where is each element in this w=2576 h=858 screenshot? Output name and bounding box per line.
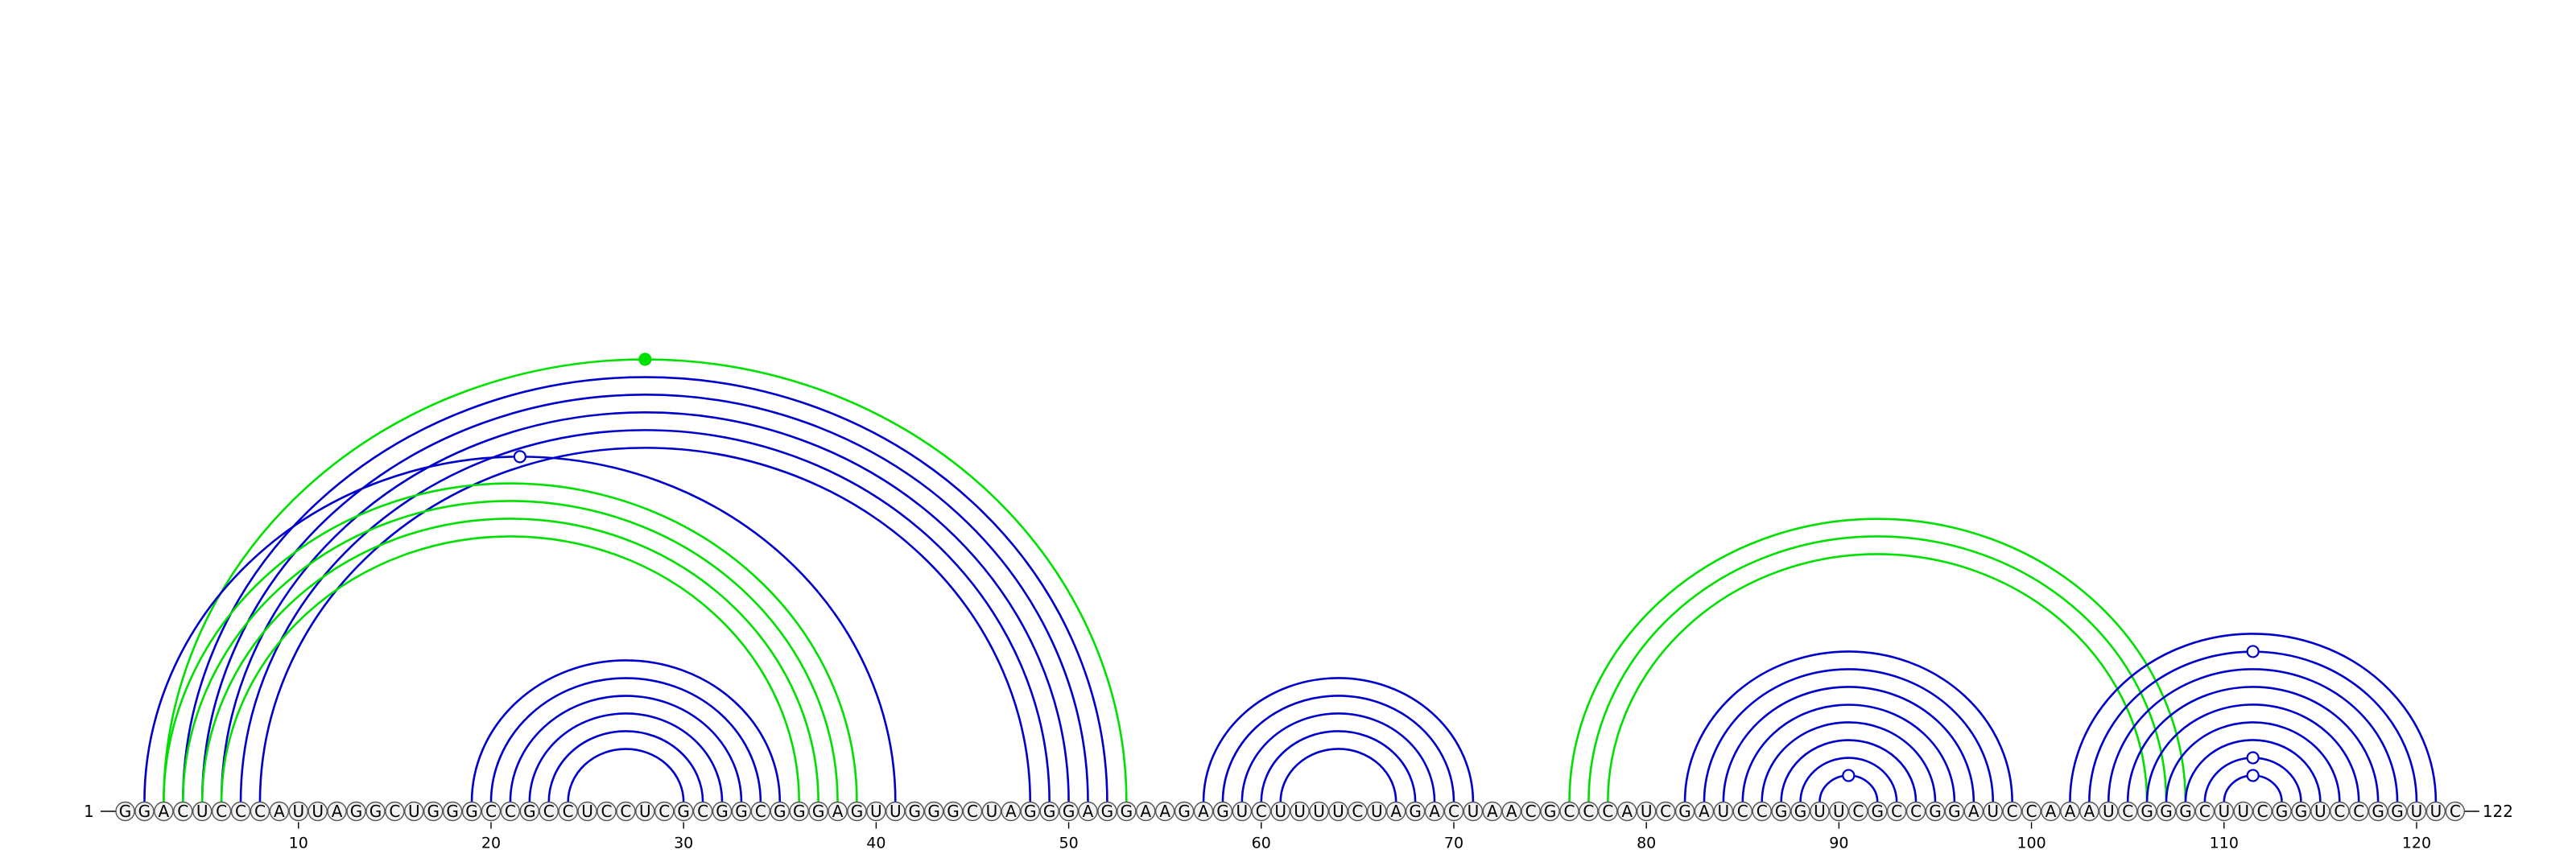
nucleotide-letter: C xyxy=(1756,802,1768,821)
nucleotide-letter: U xyxy=(1332,802,1344,821)
nucleotide xyxy=(2407,802,2425,821)
nucleotide xyxy=(2080,802,2099,821)
nucleotide-letter: U xyxy=(639,802,651,821)
nucleotide-letter: G xyxy=(927,802,940,821)
nucleotide-letter: G xyxy=(446,802,459,821)
nucleotide xyxy=(1849,802,1868,821)
nucleotide xyxy=(1560,802,1579,821)
nucleotide xyxy=(809,802,828,821)
nucleotide xyxy=(2369,802,2388,821)
nucleotide xyxy=(963,802,981,821)
nucleotide-letter: A xyxy=(1159,802,1171,821)
nucleotide xyxy=(1483,802,1501,821)
nucleotide-letter: A xyxy=(331,802,343,821)
base-pair-arc xyxy=(183,501,837,802)
nucleotide-letter: U xyxy=(1640,802,1653,821)
nucleotide xyxy=(1984,802,2002,821)
tick-label: 60 xyxy=(1251,834,1271,852)
nucleotide xyxy=(1599,802,1617,821)
tick-label: 10 xyxy=(288,834,308,852)
nucleotide-letter: C xyxy=(1910,802,1922,821)
nucleotide-letter: C xyxy=(1660,802,1672,821)
nucleotide xyxy=(1329,802,1348,821)
nucleotide-letter: G xyxy=(850,802,864,821)
nucleotide xyxy=(1888,802,1906,821)
nucleotide xyxy=(2003,802,2021,821)
base-pair-arc xyxy=(1570,519,2186,802)
nucleotide-letter: G xyxy=(2160,802,2173,821)
nucleotide-letter: U xyxy=(1370,802,1383,821)
nucleotide-letter: C xyxy=(754,802,766,821)
base-pair-arc xyxy=(183,377,1107,802)
nucleotide xyxy=(270,802,288,821)
nucleotide xyxy=(1213,802,1232,821)
nucleotide-letter: U xyxy=(1833,802,1845,821)
nucleotide-letter: U xyxy=(1294,802,1306,821)
ticks-layer xyxy=(289,823,2431,852)
nucleotide xyxy=(1444,802,1463,821)
nucleotide-letter: G xyxy=(1023,802,1037,821)
nucleotide-letter: G xyxy=(1678,802,1691,821)
nucleotide xyxy=(675,802,693,821)
nucleotide-letter: U xyxy=(1814,802,1826,821)
tick-label: 40 xyxy=(866,834,886,852)
nucleotide xyxy=(982,802,1001,821)
tick-label: 50 xyxy=(1059,834,1079,852)
nucleotide xyxy=(1926,802,1944,821)
nucleotide-letter: G xyxy=(2140,802,2153,821)
nucleotide xyxy=(193,802,212,821)
nucleotide xyxy=(1945,802,1963,821)
nucleotide xyxy=(2215,802,2233,821)
nucleotide-letter: U xyxy=(2218,802,2231,821)
base-pair-arc xyxy=(202,518,818,802)
nucleotide xyxy=(1348,802,1367,821)
nucleotide-letter: G xyxy=(2294,802,2308,821)
nucleotide xyxy=(1098,802,1117,821)
nucleotide-letter: U xyxy=(196,802,208,821)
nucleotide-letter: A xyxy=(1198,802,1209,821)
nucleotide xyxy=(1195,802,1213,821)
end-label: 122 xyxy=(2482,802,2514,821)
nucleotide xyxy=(1714,802,1732,821)
nucleotide-letter: G xyxy=(735,802,748,821)
nucleotide-letter: G xyxy=(349,802,363,821)
nucleotide xyxy=(366,802,385,821)
nucleotide xyxy=(2157,802,2176,821)
nucleotide xyxy=(713,802,732,821)
markers-layer xyxy=(514,353,2259,781)
nucleotide-letter: G xyxy=(2391,802,2404,821)
nucleotide-letter: U xyxy=(1274,802,1287,821)
nucleotide xyxy=(1695,802,1713,821)
nucleotide xyxy=(1752,802,1771,821)
nucleotide xyxy=(308,802,327,821)
nucleotide xyxy=(2176,802,2194,821)
nucleotide xyxy=(1021,802,1039,821)
nucleotide xyxy=(1907,802,1926,821)
nucleotide xyxy=(770,802,789,821)
nucleotide-letter: C xyxy=(2006,802,2018,821)
nucleotide-letter: U xyxy=(1313,802,1325,821)
nucleotide-letter: G xyxy=(523,802,536,821)
nucleotide xyxy=(1772,802,1790,821)
nucleotide xyxy=(597,802,616,821)
nucleotide xyxy=(1868,802,1887,821)
nucleotide xyxy=(232,802,250,821)
nucleotide-letter: C xyxy=(2256,802,2268,821)
nucleotide-letter: G xyxy=(1948,802,1961,821)
base-pair-arc xyxy=(241,430,1050,802)
nucleotide-letter: A xyxy=(2083,802,2095,821)
nucleotide-letter: A xyxy=(1699,802,1710,821)
arc-apex-marker xyxy=(1843,769,1854,781)
nucleotide-letter: U xyxy=(870,802,882,821)
nucleotide-letter: C xyxy=(601,802,613,821)
nucleotide-letter: A xyxy=(158,802,170,821)
nucleotide xyxy=(617,802,635,821)
arcs-layer xyxy=(144,360,2435,802)
nucleotide-letter: G xyxy=(1120,802,1133,821)
arc-apex-marker xyxy=(2248,769,2259,781)
nucleotide-letter: C xyxy=(966,802,978,821)
nucleotide xyxy=(1521,802,1540,821)
nucleotide xyxy=(790,802,808,821)
nucleotide-letter: C xyxy=(620,802,632,821)
nucleotide-letter: C xyxy=(485,802,497,821)
nucleotide-letter: U xyxy=(407,802,420,821)
nucleotide-letter: A xyxy=(2045,802,2057,821)
nucleotide xyxy=(2446,802,2464,821)
nucleotide xyxy=(2061,802,2079,821)
tick-label: 100 xyxy=(2017,834,2046,852)
nucleotide-letter: C xyxy=(2198,802,2211,821)
nucleotide xyxy=(1426,802,1444,821)
nucleotide-letter: G xyxy=(2275,802,2289,821)
nucleotide-letter: U xyxy=(1467,802,1480,821)
nucleotide-letter: A xyxy=(1082,802,1094,821)
nucleotide-letter: C xyxy=(697,802,709,821)
nucleotide-letter: G xyxy=(1178,802,1191,821)
nucleotide xyxy=(828,802,847,821)
nucleotide-letter: G xyxy=(1216,802,1229,821)
nucleotide xyxy=(539,802,558,821)
tick-label: 80 xyxy=(1637,834,1657,852)
bases-layer xyxy=(116,802,2464,821)
nucleotide xyxy=(655,802,674,821)
nucleotide xyxy=(2195,802,2214,821)
nucleotide xyxy=(2388,802,2407,821)
nucleotide-letter: A xyxy=(1140,802,1152,821)
nucleotide xyxy=(694,802,712,821)
nucleotide-letter: A xyxy=(2064,802,2076,821)
nucleotide xyxy=(463,802,481,821)
nucleotide xyxy=(289,802,308,821)
base-pair-arc xyxy=(221,412,1068,802)
nucleotide xyxy=(1117,802,1136,821)
nucleotide-letter: C xyxy=(543,802,555,821)
nucleotide xyxy=(1137,802,1155,821)
nucleotide xyxy=(481,802,500,821)
nucleotide-letter: C xyxy=(254,802,266,821)
nucleotide-letter: C xyxy=(177,802,189,821)
nucleotide xyxy=(1232,802,1251,821)
nucleotide xyxy=(1676,802,1695,821)
nucleotide-letter: A xyxy=(1429,802,1440,821)
nucleotide-letter: U xyxy=(1987,802,2000,821)
nucleotide xyxy=(2138,802,2157,821)
nucleotide xyxy=(1502,802,1521,821)
nucleotide-letter: G xyxy=(1543,802,1557,821)
nucleotide-letter: U xyxy=(2102,802,2115,821)
nucleotide xyxy=(2350,802,2368,821)
nucleotide xyxy=(116,802,134,821)
nucleotide-letter: C xyxy=(1736,802,1748,821)
nucleotide xyxy=(559,802,577,821)
nucleotide-letter: A xyxy=(832,802,844,821)
nucleotide xyxy=(444,802,462,821)
tick-label: 120 xyxy=(2401,834,2432,852)
nucleotide xyxy=(1252,802,1270,821)
nucleotide-letter: C xyxy=(2025,802,2037,821)
nucleotide xyxy=(1733,802,1752,821)
nucleotide xyxy=(2330,802,2349,821)
nucleotide-letter: G xyxy=(716,802,729,821)
nucleotide xyxy=(1156,802,1174,821)
nucleotide xyxy=(2292,802,2310,821)
base-pair-arc xyxy=(1588,536,2166,802)
nucleotide xyxy=(1830,802,1848,821)
nucleotide xyxy=(2234,802,2252,821)
nucleotide-letter: G xyxy=(811,802,825,821)
arc-apex-marker xyxy=(2248,752,2259,763)
nucleotide xyxy=(732,802,750,821)
nucleotide xyxy=(848,802,866,821)
nucleotide xyxy=(925,802,943,821)
nucleotide xyxy=(1406,802,1425,821)
nucleotide-letter: G xyxy=(2372,802,2384,821)
nucleotide-letter: G xyxy=(1929,802,1942,821)
nucleotide xyxy=(906,802,924,821)
nucleotide-letter: G xyxy=(369,802,382,821)
nucleotide-letter: C xyxy=(2449,802,2461,821)
nucleotide xyxy=(1618,802,1637,821)
base-pair-arc xyxy=(1281,749,1397,802)
arc-apex-marker xyxy=(639,353,650,365)
nucleotide-letter: G xyxy=(1871,802,1884,821)
nucleotide xyxy=(1387,802,1406,821)
nucleotide-letter: C xyxy=(1447,802,1459,821)
nucleotide-letter: C xyxy=(2353,802,2365,821)
nucleotide xyxy=(886,802,905,821)
nucleotide xyxy=(213,802,231,821)
nucleotide-letter: U xyxy=(581,802,593,821)
nucleotide-letter: C xyxy=(1852,802,1864,821)
nucleotide xyxy=(2041,802,2060,821)
nucleotide-letter: C xyxy=(389,802,401,821)
nucleotide-letter: C xyxy=(2122,802,2134,821)
nucleotide xyxy=(1290,802,1309,821)
nucleotide xyxy=(1175,802,1194,821)
nucleotide xyxy=(1810,802,1829,821)
nucleotide-letter: C xyxy=(658,802,671,821)
nucleotide-letter: A xyxy=(1486,802,1498,821)
nucleotide xyxy=(1310,802,1328,821)
nucleotide-letter: U xyxy=(889,802,902,821)
nucleotide-letter: G xyxy=(1042,802,1056,821)
nucleotide-letter: G xyxy=(427,802,440,821)
nucleotide-letter: C xyxy=(1583,802,1595,821)
base-pair-arc xyxy=(568,749,684,802)
nucleotide-letter: U xyxy=(985,802,998,821)
nucleotide-letter: G xyxy=(118,802,132,821)
nucleotide-letter: A xyxy=(1967,802,1979,821)
nucleotide-letter: C xyxy=(1525,802,1537,821)
tick-label: 90 xyxy=(1829,834,1849,852)
nucleotide-letter: G xyxy=(947,802,960,821)
nucleotide xyxy=(1791,802,1810,821)
nucleotide-letter: G xyxy=(1062,802,1075,821)
base-pair-arc xyxy=(1261,731,1415,802)
nucleotide xyxy=(1657,802,1675,821)
nucleotide-letter: G xyxy=(792,802,806,821)
arc-apex-marker xyxy=(2248,646,2259,657)
nucleotide-letter: A xyxy=(1621,802,1633,821)
nucleotide-letter: C xyxy=(1352,802,1364,821)
arc-apex-marker xyxy=(514,451,526,462)
nucleotide-letter: G xyxy=(908,802,921,821)
nucleotide-letter: U xyxy=(1717,802,1730,821)
nucleotide-letter: A xyxy=(1505,802,1517,821)
nucleotide xyxy=(1964,802,1983,821)
nucleotide xyxy=(250,802,269,821)
nucleotide xyxy=(2119,802,2137,821)
base-pair-arc xyxy=(202,394,1088,802)
nucleotide xyxy=(1001,802,1020,821)
nucleotide-letter: G xyxy=(774,802,786,821)
base-pair-arc xyxy=(163,360,1126,802)
nucleotide xyxy=(636,802,654,821)
tick-label: 30 xyxy=(674,834,694,852)
nucleotide xyxy=(751,802,770,821)
nucleotide-letter: U xyxy=(2237,802,2250,821)
nucleotide-letter: U xyxy=(1236,802,1249,821)
nucleotide-letter: U xyxy=(312,802,324,821)
nucleotide xyxy=(328,802,346,821)
base-pair-arc xyxy=(530,713,722,802)
tick-label: 70 xyxy=(1443,834,1464,852)
nucleotide-letter: C xyxy=(1255,802,1267,821)
nucleotide xyxy=(944,802,963,821)
nucleotide-letter: A xyxy=(1390,802,1402,821)
nucleotide-letter: G xyxy=(465,802,478,821)
nucleotide-letter: G xyxy=(2179,802,2192,821)
nucleotide-letter: C xyxy=(216,802,228,821)
nucleotide xyxy=(135,802,154,821)
nucleotide xyxy=(2273,802,2291,821)
nucleotide-letter: U xyxy=(292,802,305,821)
nucleotide xyxy=(2022,802,2041,821)
nucleotide xyxy=(1579,802,1598,821)
nucleotide xyxy=(174,802,192,821)
nucleotide xyxy=(1463,802,1482,821)
nucleotide-letter: U xyxy=(2429,802,2442,821)
nucleotide xyxy=(1059,802,1078,821)
tick-label: 110 xyxy=(2209,834,2239,852)
nucleotide xyxy=(386,802,404,821)
nucleotide xyxy=(1079,802,1097,821)
nucleotide xyxy=(2311,802,2330,821)
nucleotide-letter: C xyxy=(1891,802,1903,821)
nucleotide xyxy=(1541,802,1559,821)
nucleotide-letter: C xyxy=(1563,802,1575,821)
nucleotide-letter: G xyxy=(677,802,690,821)
nucleotide-letter: U xyxy=(2410,802,2423,821)
nucleotide-letter: G xyxy=(1409,802,1422,821)
nucleotide xyxy=(1368,802,1386,821)
nucleotide xyxy=(520,802,539,821)
nucleotide-letter: A xyxy=(274,802,285,821)
nucleotide-letter: A xyxy=(1005,802,1017,821)
base-pair-arc xyxy=(1608,554,2147,802)
nucleotide-letter: U xyxy=(2314,802,2326,821)
nucleotide xyxy=(867,802,886,821)
nucleotide xyxy=(2253,802,2272,821)
nucleotide-letter: C xyxy=(504,802,516,821)
base-pair-arc xyxy=(1242,713,1435,802)
nucleotide-letter: C xyxy=(1602,802,1614,821)
nucleotide xyxy=(424,802,443,821)
nucleotide xyxy=(347,802,365,821)
start-label: 1 xyxy=(84,802,94,821)
nucleotide-letter: C xyxy=(2334,802,2346,821)
nucleotide-letter: G xyxy=(1100,802,1114,821)
base-pair-arc xyxy=(144,456,895,802)
nucleotide-letter: G xyxy=(1774,802,1788,821)
nucleotide xyxy=(405,802,423,821)
nucleotide xyxy=(2099,802,2118,821)
nucleotide xyxy=(2426,802,2445,821)
base-pair-arc xyxy=(1762,722,1935,802)
nucleotide-letter: C xyxy=(235,802,247,821)
tick-label: 20 xyxy=(481,834,502,852)
base-pair-arc xyxy=(1743,705,1955,802)
nucleotide-letter: G xyxy=(138,802,151,821)
nucleotide xyxy=(1271,802,1290,821)
nucleotide-letter: G xyxy=(1794,802,1807,821)
nucleotide xyxy=(501,802,519,821)
base-pair-arc xyxy=(549,731,703,802)
nucleotide xyxy=(155,802,173,821)
nucleotide-letter: C xyxy=(562,802,574,821)
nucleotide xyxy=(1040,802,1059,821)
nucleotide xyxy=(578,802,597,821)
nucleotide xyxy=(1637,802,1656,821)
